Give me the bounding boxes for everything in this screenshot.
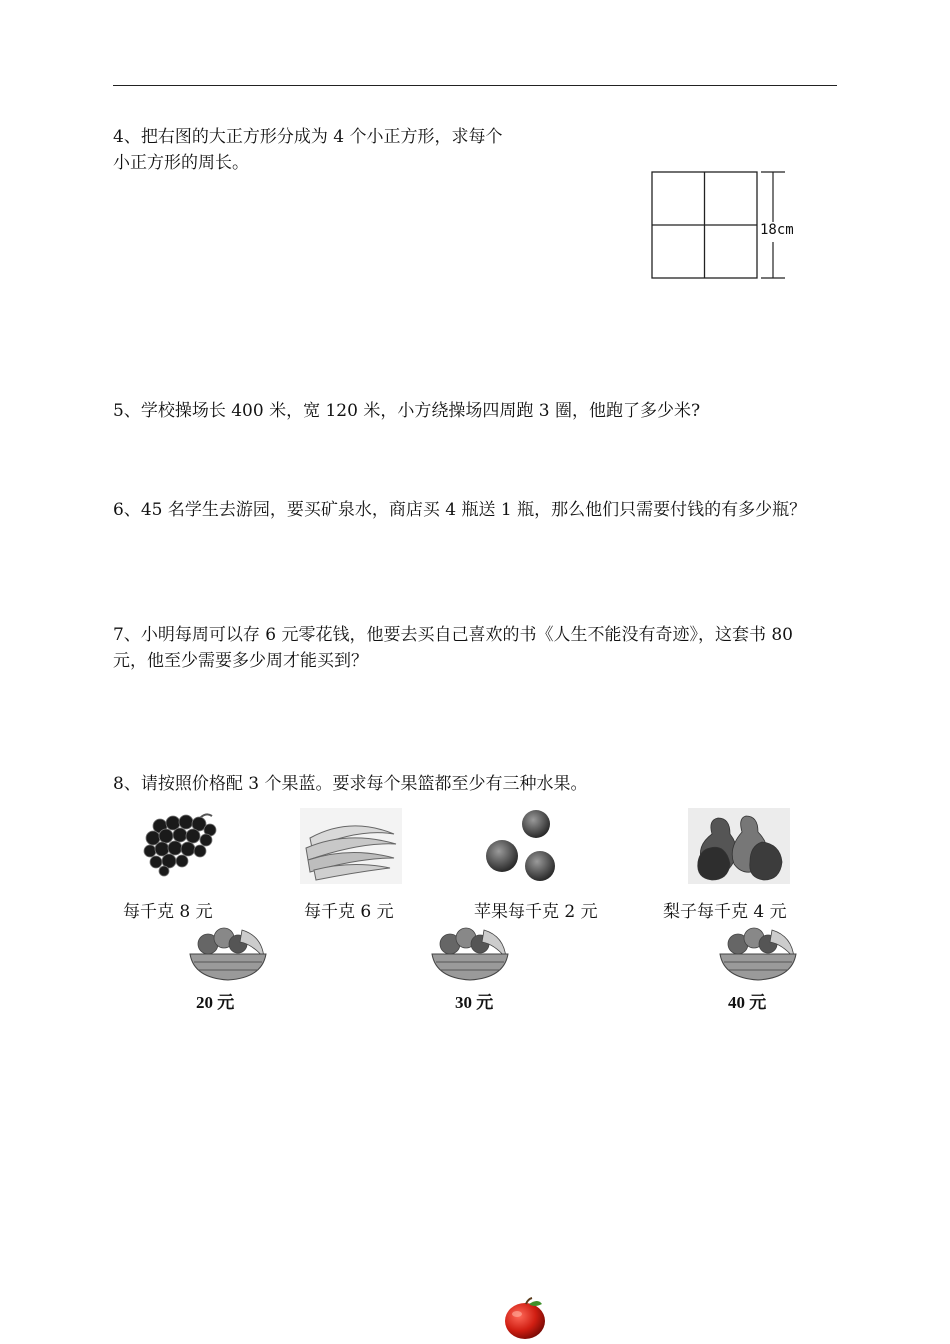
fruit-basket-2-image <box>428 922 512 984</box>
square-figure <box>648 168 808 284</box>
dimension-label: 18cm <box>760 222 794 238</box>
basket-3-price: 40 元 <box>728 993 767 1012</box>
apples-price: 苹果每千克 2 元 <box>474 902 598 922</box>
grapes-price: 每千克 8 元 <box>123 902 213 922</box>
header-rule <box>113 85 837 86</box>
grapes-image <box>140 808 222 878</box>
question-8: 8、请按照价格配 3 个果蓝。要求每个果篮都至少有三种水果。 <box>113 774 588 794</box>
question-4-line-2: 小正方形的周长。 <box>113 153 249 173</box>
fruit-basket-1-image <box>186 922 270 984</box>
apple-icon <box>502 1296 548 1340</box>
question-7-line-2: 元，他至少需要多少周才能买到？ <box>113 651 368 671</box>
fruit-basket-3-image <box>716 922 800 984</box>
pears-image <box>688 808 790 884</box>
basket-1-price: 20 元 <box>196 993 235 1012</box>
question-4 <box>113 124 502 176</box>
question-5: 5、学校操场长 400 米，宽 120 米，小方绕操场四周跑 3 圈，他跑了多少米? <box>113 401 701 421</box>
question-4-line-1: 4、把右图的大正方形分成为 4 个小正方形，求每个 <box>113 127 503 147</box>
pears-price: 梨子每千克 4 元 <box>663 902 787 922</box>
question-6: 6、45 名学生去游园，要买矿泉水，商店买 4 瓶送 1 瓶，那么他们只需要付钱的有多少瓶？ <box>113 500 807 520</box>
bananas-price: 每千克 6 元 <box>304 902 394 922</box>
apples-image <box>484 806 564 884</box>
question-7-line-1: 7、小明每周可以存 6 元零花钱，他要去买自己喜欢的书《人生不能没有奇迹》，这套书 80 <box>113 625 793 645</box>
bananas-image <box>300 808 402 884</box>
basket-2-price: 30 元 <box>455 993 494 1012</box>
question-7 <box>113 622 793 674</box>
